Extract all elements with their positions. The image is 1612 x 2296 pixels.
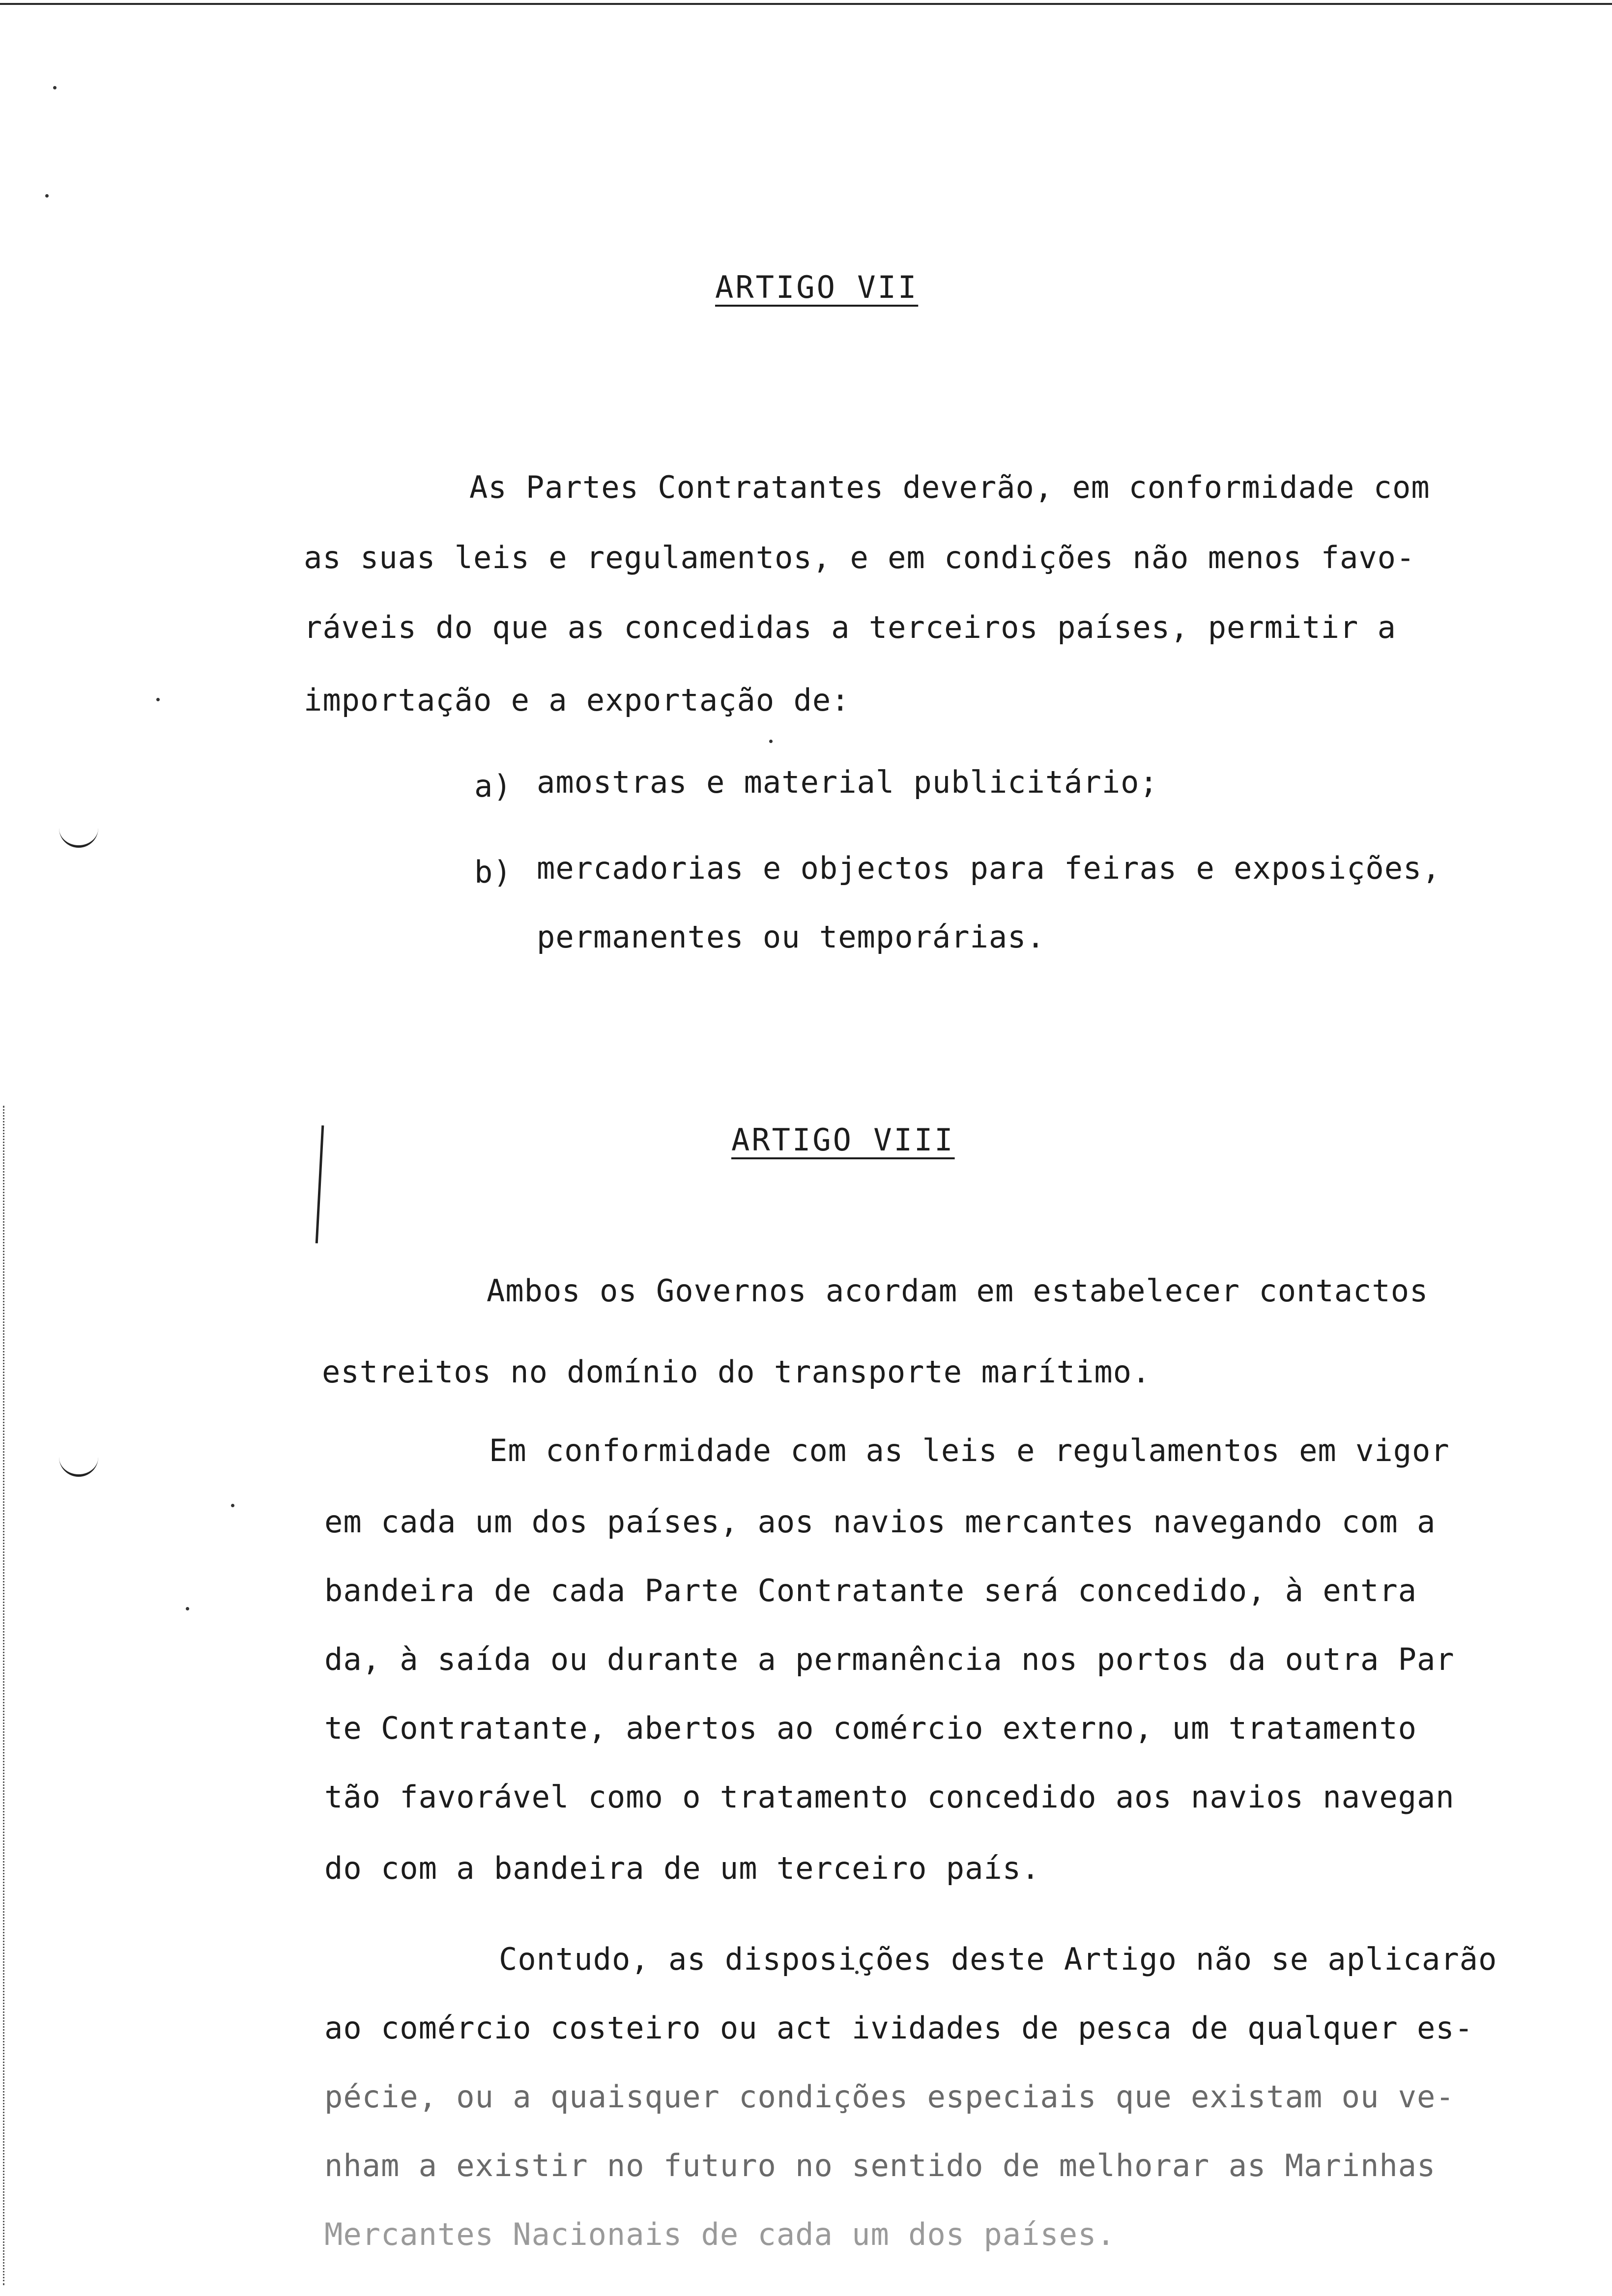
article-viii-paragraph-line: Contudo, as disposições deste Artigo não se aplicarão (499, 1941, 1497, 1977)
list-item-text: permanentes ou temporárias. (537, 919, 1045, 955)
scan-speck (53, 86, 57, 89)
article-viii-paragraph-line: estreitos no domínio do transporte marítimo. (322, 1354, 1151, 1390)
article-viii-paragraph-line: pécie, ou a quaisquer condições especiais que existam ou ve- (324, 2079, 1455, 2115)
article-vii-paragraph-line: importação e a exportação de: (304, 682, 850, 718)
article-viii-paragraph-line: nham a existir no futuro no sentido de melhorar as Marinhas (324, 2148, 1436, 2183)
article-viii-paragraph-line: te Contratante, abertos ao comércio externo, um tratamento (324, 1710, 1417, 1746)
article-viii-paragraph-line: do com a bandeira de um terceiro país. (324, 1850, 1040, 1886)
article-viii-paragraph-line: da, à saída ou durante a permanência nos portos da outra Par (324, 1641, 1455, 1677)
scan-speck (45, 194, 49, 198)
article-vii-paragraph-line: as suas leis e regulamentos, e em condições não menos favo- (304, 540, 1415, 575)
article-viii-paragraph-line: Mercantes Nacionais de cada um dos países. (324, 2216, 1116, 2252)
article-viii-paragraph-line: Em conformidade com as leis e regulamentos em vigor (489, 1433, 1450, 1468)
punch-hole-mark-upper (59, 826, 98, 848)
scan-speck (769, 740, 773, 743)
article-viii-paragraph-line: bandeira de cada Parte Contratante será concedido, à entra (324, 1573, 1417, 1608)
margin-pen-stroke (316, 1125, 324, 1243)
top-scan-edge (0, 3, 1612, 5)
punch-hole-mark-lower (59, 1455, 98, 1477)
article-vii-paragraph-line: ráveis do que as concedidas a terceiros países, permitir a (304, 609, 1396, 645)
article-vii-paragraph-line: As Partes Contratantes deverão, em conformidade com (469, 469, 1430, 505)
scan-speck (231, 1504, 234, 1507)
left-margin-dotted-line (3, 1106, 6, 2285)
list-item-text: mercadorias e objectos para feiras e exposições, (537, 850, 1441, 886)
article-viii-heading: ARTIGO VIII (731, 1122, 955, 1158)
list-item-marker: b) (474, 854, 512, 890)
article-viii-paragraph-line: tão favorável como o tratamento concedido aos navios navegan (324, 1779, 1455, 1815)
list-item-text: amostras e material publicitário; (537, 764, 1158, 800)
article-viii-paragraph-line: em cada um dos países, aos navios mercantes navegando com a (324, 1504, 1436, 1540)
article-vii-heading: ARTIGO VII (715, 269, 919, 305)
scan-speck (156, 698, 160, 701)
article-viii-paragraph-line: ao comércio costeiro ou act ividades de pesca de qualquer es- (324, 2010, 1473, 2046)
list-item-marker: a) (474, 768, 512, 804)
scan-speck (186, 1607, 189, 1610)
article-viii-paragraph-line: Ambos os Governos acordam em estabelecer contactos (487, 1273, 1429, 1309)
